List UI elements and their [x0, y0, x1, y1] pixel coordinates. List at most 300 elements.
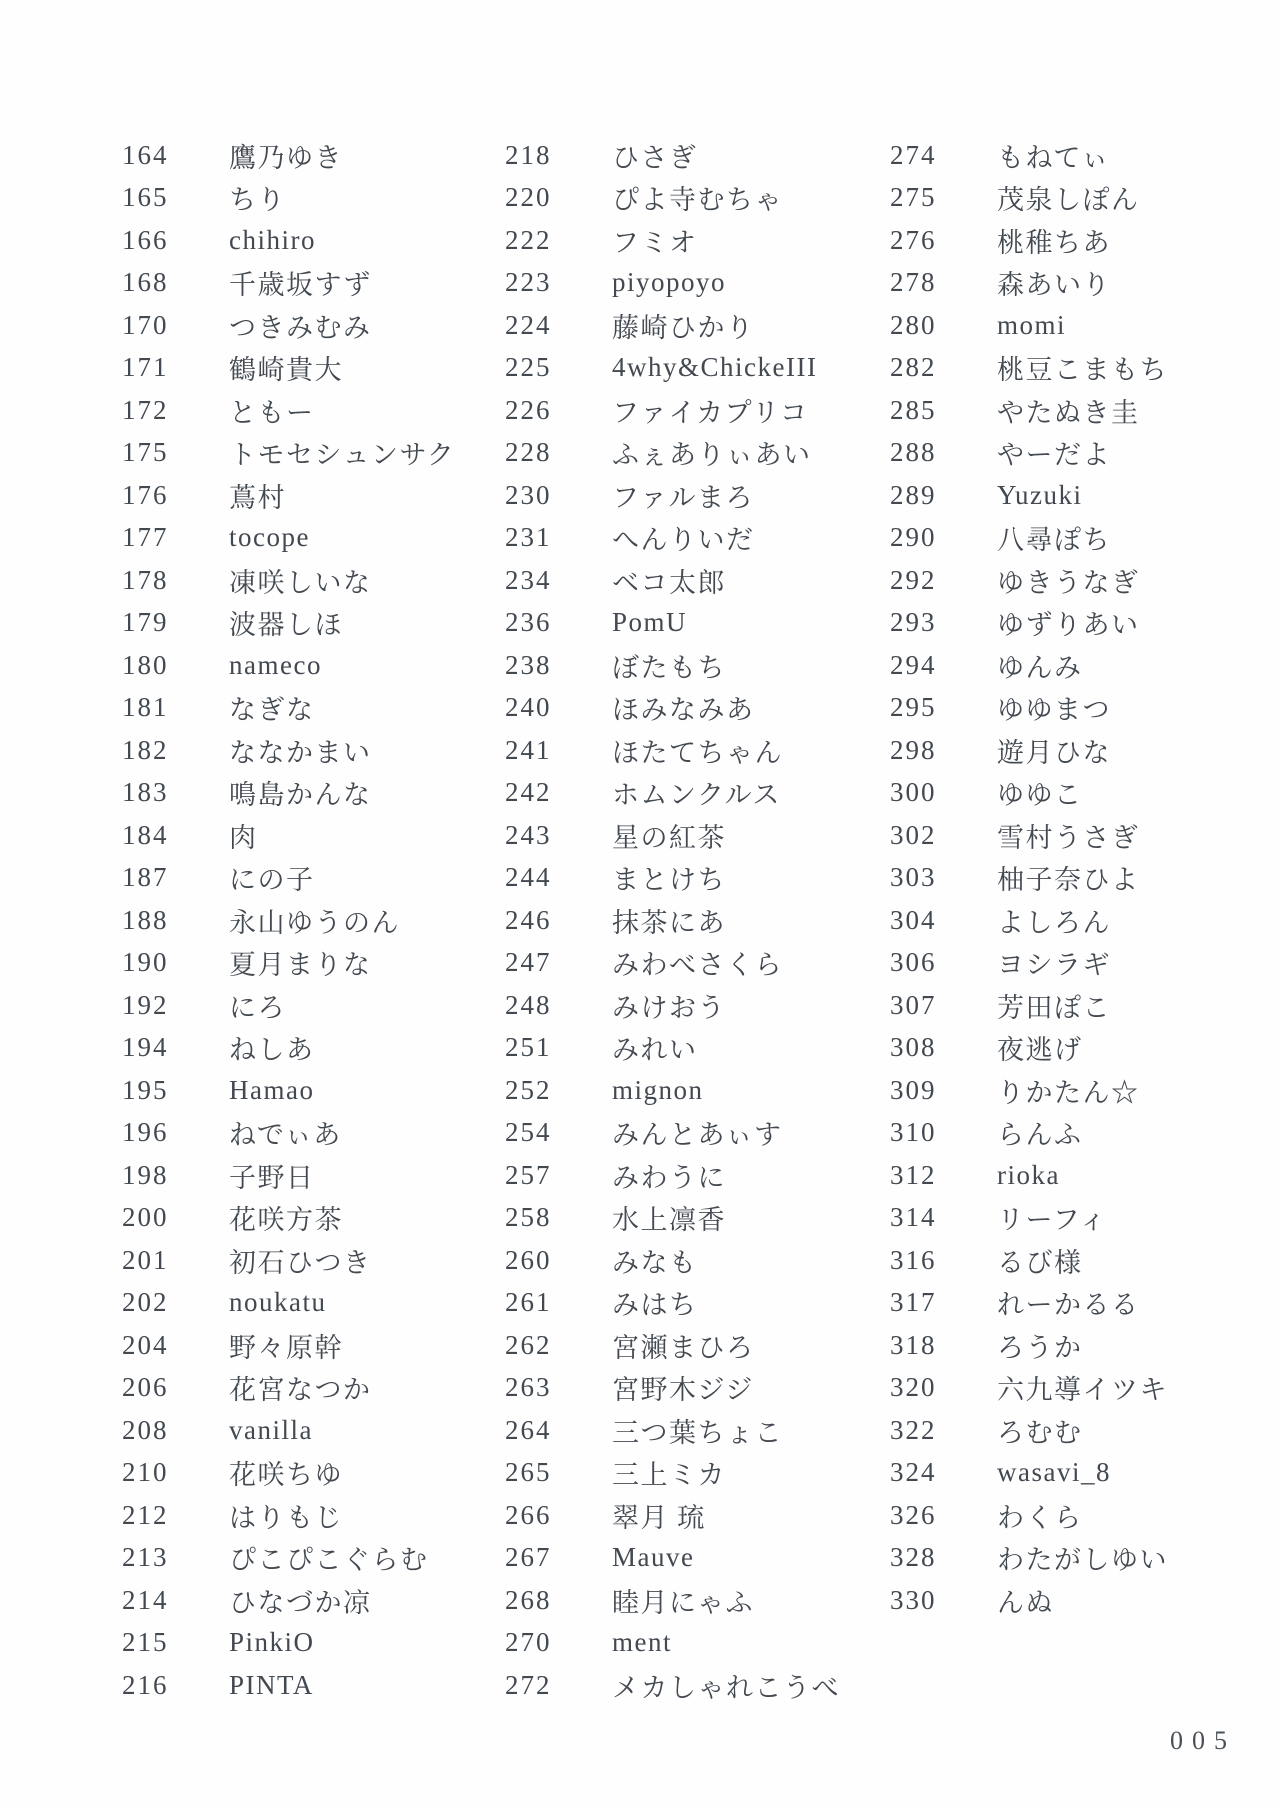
- entry-number: 317: [890, 1287, 937, 1318]
- list-item: [890, 857, 1168, 900]
- list-item: [122, 1537, 455, 1580]
- list-item: [505, 1664, 840, 1707]
- list-item: [505, 474, 840, 517]
- list-item: [122, 177, 455, 220]
- list-item: [505, 219, 840, 262]
- entry-name: ろうか: [997, 1332, 1083, 1363]
- entry-number: 316: [890, 1244, 937, 1275]
- entry-number: 312: [890, 1159, 937, 1190]
- list-item: [122, 729, 455, 772]
- entry-number: 182: [122, 734, 169, 765]
- list-item: [890, 517, 1168, 560]
- entry-number: 222: [505, 224, 552, 255]
- list-item: [505, 262, 840, 305]
- entry-name: 花咲ちゆ: [229, 1460, 343, 1491]
- entry-name: 子野日: [229, 1162, 315, 1193]
- name-list-column-1: [122, 134, 455, 1707]
- list-item: [890, 389, 1168, 432]
- entry-name: フミオ: [612, 227, 698, 258]
- list-item: [890, 347, 1168, 390]
- entry-number: 246: [505, 904, 552, 935]
- entry-name: wasavi_8: [997, 1457, 1111, 1488]
- entry-number: 290: [890, 522, 937, 553]
- entry-name: ひなづか凉: [229, 1587, 372, 1618]
- entry-name: ment: [612, 1627, 672, 1658]
- entry-number: 280: [890, 309, 937, 340]
- entry-number: 264: [505, 1414, 552, 1445]
- list-item: [505, 1154, 840, 1197]
- list-item: [505, 687, 840, 730]
- entry-name: つきみむみ: [229, 312, 372, 343]
- entry-number: 228: [505, 437, 552, 468]
- list-item: [122, 347, 455, 390]
- list-item: [890, 1239, 1168, 1282]
- entry-number: 213: [122, 1542, 169, 1573]
- list-item: [122, 857, 455, 900]
- entry-name: みんとあぃす: [612, 1120, 783, 1151]
- entry-name: リーフィ: [997, 1205, 1108, 1236]
- list-item: [505, 177, 840, 220]
- entry-name: 六九導イツキ: [997, 1375, 1168, 1406]
- entry-name: 花宮なつか: [229, 1375, 372, 1406]
- list-item: [122, 644, 455, 687]
- entry-number: 272: [505, 1669, 552, 1700]
- entry-name: mignon: [612, 1074, 704, 1105]
- list-item: [890, 814, 1168, 857]
- entry-number: 188: [122, 904, 169, 935]
- entry-name: ほみなみあ: [612, 695, 755, 726]
- list-item: [122, 517, 455, 560]
- entry-number: 302: [890, 819, 937, 850]
- list-item: [122, 1579, 455, 1622]
- entry-name: ファイカプリコ: [612, 397, 809, 428]
- entry-number: 183: [122, 777, 169, 808]
- entry-name: 蔦村: [229, 482, 286, 513]
- entry-number: 318: [890, 1329, 937, 1360]
- entry-number: 242: [505, 777, 552, 808]
- entry-number: 310: [890, 1117, 937, 1148]
- list-item: [505, 1579, 840, 1622]
- entry-name: 翠月 琉: [612, 1502, 706, 1533]
- list-item: [505, 1622, 840, 1665]
- entry-name: chihiro: [229, 224, 316, 255]
- list-item: [122, 559, 455, 602]
- entry-number: 190: [122, 947, 169, 978]
- list-item: [122, 814, 455, 857]
- entry-name: りかたん☆: [997, 1077, 1140, 1108]
- list-item: [505, 644, 840, 687]
- entry-name: みわうに: [612, 1162, 726, 1193]
- entry-name: 鳴島かんな: [229, 780, 372, 811]
- entry-name: ゆんみ: [997, 652, 1083, 683]
- entry-number: 178: [122, 564, 169, 595]
- entry-name: 波器しほ: [229, 610, 343, 641]
- list-item: [505, 389, 840, 432]
- list-item: [890, 1367, 1168, 1410]
- list-item: [505, 1069, 840, 1112]
- list-item: [122, 1282, 455, 1325]
- list-item: [505, 1027, 840, 1070]
- entry-name: ななかまい: [229, 737, 372, 768]
- list-item: [505, 729, 840, 772]
- list-item: [890, 134, 1168, 177]
- entry-name: 星の紅茶: [612, 822, 726, 853]
- entry-number: 247: [505, 947, 552, 978]
- entry-name: にろ: [229, 992, 286, 1023]
- entry-number: 294: [890, 649, 937, 680]
- entry-name: ひさぎ: [612, 142, 698, 173]
- list-item: [122, 687, 455, 730]
- entry-number: 251: [505, 1032, 552, 1063]
- list-item: [505, 432, 840, 475]
- entry-number: 320: [890, 1372, 937, 1403]
- entry-number: 243: [505, 819, 552, 850]
- entry-name: へんりいだ: [612, 525, 755, 556]
- entry-name: 宮瀬まひろ: [612, 1332, 755, 1363]
- entry-number: 241: [505, 734, 552, 765]
- entry-name: よしろん: [997, 907, 1111, 938]
- list-item: [890, 1197, 1168, 1240]
- entry-name: 花咲方茶: [229, 1205, 343, 1236]
- list-item: [122, 772, 455, 815]
- entry-number: 192: [122, 989, 169, 1020]
- entry-number: 267: [505, 1542, 552, 1573]
- entry-name: 凍咲しいな: [229, 567, 372, 598]
- entry-name: piyopoyo: [612, 267, 727, 298]
- entry-name: みけおう: [612, 992, 726, 1023]
- entry-name: んぬ: [997, 1587, 1054, 1618]
- entry-number: 181: [122, 692, 169, 723]
- list-item: [890, 1324, 1168, 1367]
- entry-name: みなも: [612, 1247, 698, 1278]
- entry-name: やたぬき圭: [997, 397, 1140, 428]
- list-item: [890, 1069, 1168, 1112]
- entry-name: 鷹乃ゆき: [229, 142, 343, 173]
- list-item: [505, 559, 840, 602]
- list-item: [890, 432, 1168, 475]
- entry-number: 179: [122, 607, 169, 638]
- entry-number: 263: [505, 1372, 552, 1403]
- entry-name: もねてぃ: [997, 142, 1110, 173]
- entry-number: 314: [890, 1202, 937, 1233]
- list-item: [122, 1494, 455, 1537]
- list-item: [890, 1579, 1168, 1622]
- entry-number: 278: [890, 267, 937, 298]
- list-item: [890, 219, 1168, 262]
- entry-name: 抹茶にあ: [612, 907, 726, 938]
- list-item: [122, 304, 455, 347]
- entry-number: 260: [505, 1244, 552, 1275]
- list-item: [505, 772, 840, 815]
- list-item: [505, 1494, 840, 1537]
- list-item: [122, 389, 455, 432]
- list-item: [122, 1452, 455, 1495]
- entry-number: 171: [122, 352, 169, 383]
- list-item: [890, 729, 1168, 772]
- name-list-column-2: [505, 134, 840, 1707]
- entry-name: ほたてちゃん: [612, 737, 783, 768]
- entry-number: 330: [890, 1584, 937, 1615]
- entry-name: ファルまろ: [612, 482, 754, 513]
- entry-number: 195: [122, 1074, 169, 1105]
- list-item: [890, 1112, 1168, 1155]
- entry-name: ぼたもち: [612, 652, 726, 683]
- entry-number: 303: [890, 862, 937, 893]
- entry-name: なぎな: [229, 695, 315, 726]
- list-item: [890, 1537, 1168, 1580]
- entry-number: 244: [505, 862, 552, 893]
- list-item: [890, 1027, 1168, 1070]
- entry-name: 森あいり: [997, 270, 1111, 301]
- entry-name: PinkiO: [229, 1627, 315, 1658]
- entry-number: 223: [505, 267, 552, 298]
- list-item: [890, 687, 1168, 730]
- entry-number: 170: [122, 309, 169, 340]
- entry-name: 初石ひつき: [229, 1247, 372, 1278]
- entry-number: 252: [505, 1074, 552, 1105]
- list-item: [505, 942, 840, 985]
- entry-name: ゆきうなぎ: [997, 567, 1140, 598]
- entry-name: ねでぃあ: [229, 1120, 342, 1151]
- list-item: [122, 134, 455, 177]
- entry-name: ゆゆこ: [997, 780, 1083, 811]
- list-item: [505, 134, 840, 177]
- entry-name: るび様: [997, 1247, 1083, 1278]
- entry-number: 308: [890, 1032, 937, 1063]
- entry-number: 306: [890, 947, 937, 978]
- entry-name: 桃豆こまもち: [997, 355, 1168, 386]
- entry-number: 326: [890, 1499, 937, 1530]
- entry-name: 夏月まりな: [229, 950, 372, 981]
- entry-name: にの子: [229, 865, 315, 896]
- entry-name: れーかるる: [997, 1290, 1140, 1321]
- entry-number: 177: [122, 522, 169, 553]
- entry-number: 230: [505, 479, 552, 510]
- entry-number: 212: [122, 1499, 169, 1530]
- entry-number: 257: [505, 1159, 552, 1190]
- list-item: [505, 899, 840, 942]
- entry-number: 168: [122, 267, 169, 298]
- entry-name: メカしゃれこうべ: [612, 1672, 840, 1703]
- entry-name: ぴこぴこぐらむ: [229, 1545, 429, 1576]
- entry-name: 肉: [229, 822, 258, 853]
- list-item: [505, 1537, 840, 1580]
- entry-name: みれい: [612, 1035, 698, 1066]
- entry-name: 野々原幹: [229, 1332, 343, 1363]
- list-item: [890, 262, 1168, 305]
- list-item: [890, 1282, 1168, 1325]
- entry-name: PINTA: [229, 1669, 314, 1700]
- entry-name: nameco: [229, 649, 322, 680]
- entry-name: 柚子奈ひよ: [997, 865, 1140, 896]
- list-item: [122, 1367, 455, 1410]
- entry-number: 282: [890, 352, 937, 383]
- entry-number: 201: [122, 1244, 169, 1275]
- entry-name: ふぇありぃあい: [612, 440, 812, 471]
- name-list-column-3: [890, 134, 1168, 1622]
- list-item: [122, 262, 455, 305]
- entry-number: 210: [122, 1457, 169, 1488]
- entry-number: 215: [122, 1627, 169, 1658]
- entry-number: 220: [505, 182, 552, 213]
- entry-number: 262: [505, 1329, 552, 1360]
- list-item: [122, 1239, 455, 1282]
- list-item: [505, 1239, 840, 1282]
- list-item: [122, 1324, 455, 1367]
- entry-name: 桃稚ちあ: [997, 227, 1111, 258]
- entry-name: tocope: [229, 522, 310, 553]
- entry-number: 240: [505, 692, 552, 723]
- list-item: [890, 1409, 1168, 1452]
- entry-number: 289: [890, 479, 937, 510]
- list-item: [890, 304, 1168, 347]
- entry-number: 218: [505, 139, 552, 170]
- entry-number: 304: [890, 904, 937, 935]
- list-item: [122, 984, 455, 1027]
- list-item: [122, 1069, 455, 1112]
- entry-name: ゆゆまつ: [997, 695, 1111, 726]
- entry-name: 千歳坂すず: [229, 270, 372, 301]
- entry-name: 八尋ぽち: [997, 525, 1111, 556]
- entry-name: 藤崎ひかり: [612, 312, 755, 343]
- entry-number: 276: [890, 224, 937, 255]
- entry-number: 236: [505, 607, 552, 638]
- list-item: [890, 1452, 1168, 1495]
- entry-number: 298: [890, 734, 937, 765]
- list-item: [890, 942, 1168, 985]
- entry-number: 165: [122, 182, 169, 213]
- entry-number: 307: [890, 989, 937, 1020]
- entry-number: 234: [505, 564, 552, 595]
- entry-name: トモセシュンサク: [229, 440, 456, 471]
- list-item: [122, 602, 455, 645]
- list-item: [505, 1409, 840, 1452]
- list-item: [505, 347, 840, 390]
- entry-number: 216: [122, 1669, 169, 1700]
- entry-name: 芳田ぽこ: [997, 992, 1111, 1023]
- entry-name: わくら: [997, 1502, 1083, 1533]
- entry-number: 309: [890, 1074, 937, 1105]
- entry-number: 224: [505, 309, 552, 340]
- list-item: [122, 1027, 455, 1070]
- entry-name: Yuzuki: [997, 479, 1083, 510]
- entry-number: 274: [890, 139, 937, 170]
- entry-number: 200: [122, 1202, 169, 1233]
- entry-number: 300: [890, 777, 937, 808]
- entry-number: 248: [505, 989, 552, 1020]
- entry-number: 292: [890, 564, 937, 595]
- entry-name: ホムンクルス: [612, 780, 781, 811]
- list-item: [890, 559, 1168, 602]
- list-item: [505, 1452, 840, 1495]
- page-number: 005: [1170, 1726, 1236, 1755]
- entry-name: Mauve: [612, 1542, 695, 1573]
- list-item: [122, 474, 455, 517]
- entry-name: ちり: [229, 185, 286, 216]
- entry-number: 206: [122, 1372, 169, 1403]
- entry-number: 198: [122, 1159, 169, 1190]
- entry-name: ベコ太郎: [612, 567, 726, 598]
- entry-name: まとけち: [612, 865, 726, 896]
- list-item: [505, 1282, 840, 1325]
- entry-number: 172: [122, 394, 169, 425]
- entry-number: 202: [122, 1287, 169, 1318]
- entry-number: 208: [122, 1414, 169, 1445]
- list-item: [890, 899, 1168, 942]
- entry-number: 254: [505, 1117, 552, 1148]
- list-item: [122, 1622, 455, 1665]
- entry-number: 166: [122, 224, 169, 255]
- list-item: [505, 1112, 840, 1155]
- list-item: [890, 474, 1168, 517]
- entry-name: rioka: [997, 1159, 1060, 1190]
- entry-name: vanilla: [229, 1414, 313, 1445]
- entry-name: PomU: [612, 607, 688, 638]
- entry-number: 266: [505, 1499, 552, 1530]
- entry-number: 225: [505, 352, 552, 383]
- entry-number: 258: [505, 1202, 552, 1233]
- entry-name: ねしあ: [229, 1035, 315, 1066]
- entry-name: はりもじ: [229, 1502, 343, 1533]
- entry-number: 214: [122, 1584, 169, 1615]
- entry-name: 三上ミカ: [612, 1460, 726, 1491]
- entry-number: 261: [505, 1287, 552, 1318]
- entry-name: みわべさくら: [612, 950, 783, 981]
- entry-name: ゆずりあい: [997, 610, 1140, 641]
- entry-name: ろむむ: [997, 1417, 1083, 1448]
- entry-name: 水上凛香: [612, 1205, 726, 1236]
- entry-number: 322: [890, 1414, 937, 1445]
- entry-number: 238: [505, 649, 552, 680]
- list-item: [122, 1197, 455, 1240]
- entry-number: 180: [122, 649, 169, 680]
- list-item: [505, 984, 840, 1027]
- entry-name: やーだよ: [997, 440, 1111, 471]
- entry-number: 196: [122, 1117, 169, 1148]
- list-item: [122, 1154, 455, 1197]
- entry-name: 三つ葉ちょこ: [612, 1417, 783, 1448]
- list-item: [505, 304, 840, 347]
- entry-number: 204: [122, 1329, 169, 1360]
- list-item: [505, 517, 840, 560]
- entry-name: 4why&ChickeIII: [612, 352, 818, 383]
- list-item: [890, 177, 1168, 220]
- list-item: [505, 1324, 840, 1367]
- list-item: [122, 432, 455, 475]
- list-item: [122, 1112, 455, 1155]
- entry-name: 永山ゆうのん: [229, 907, 400, 938]
- list-item: [890, 644, 1168, 687]
- entry-number: 288: [890, 437, 937, 468]
- entry-number: 268: [505, 1584, 552, 1615]
- entry-name: ヨシラギ: [997, 950, 1111, 981]
- entry-number: 270: [505, 1627, 552, 1658]
- entry-name: ぴよ寺むちゃ: [612, 185, 783, 216]
- list-item: [122, 942, 455, 985]
- entry-number: 231: [505, 522, 552, 553]
- list-item: [505, 857, 840, 900]
- entry-number: 184: [122, 819, 169, 850]
- list-item: [505, 814, 840, 857]
- entry-name: 宮野木ジジ: [612, 1375, 754, 1406]
- list-item: [122, 899, 455, 942]
- entry-name: 睦月にゃふ: [612, 1587, 754, 1618]
- entry-number: 164: [122, 139, 169, 170]
- list-item: [122, 1664, 455, 1707]
- list-item: [890, 984, 1168, 1027]
- list-item: [890, 772, 1168, 815]
- entry-name: momi: [997, 309, 1067, 340]
